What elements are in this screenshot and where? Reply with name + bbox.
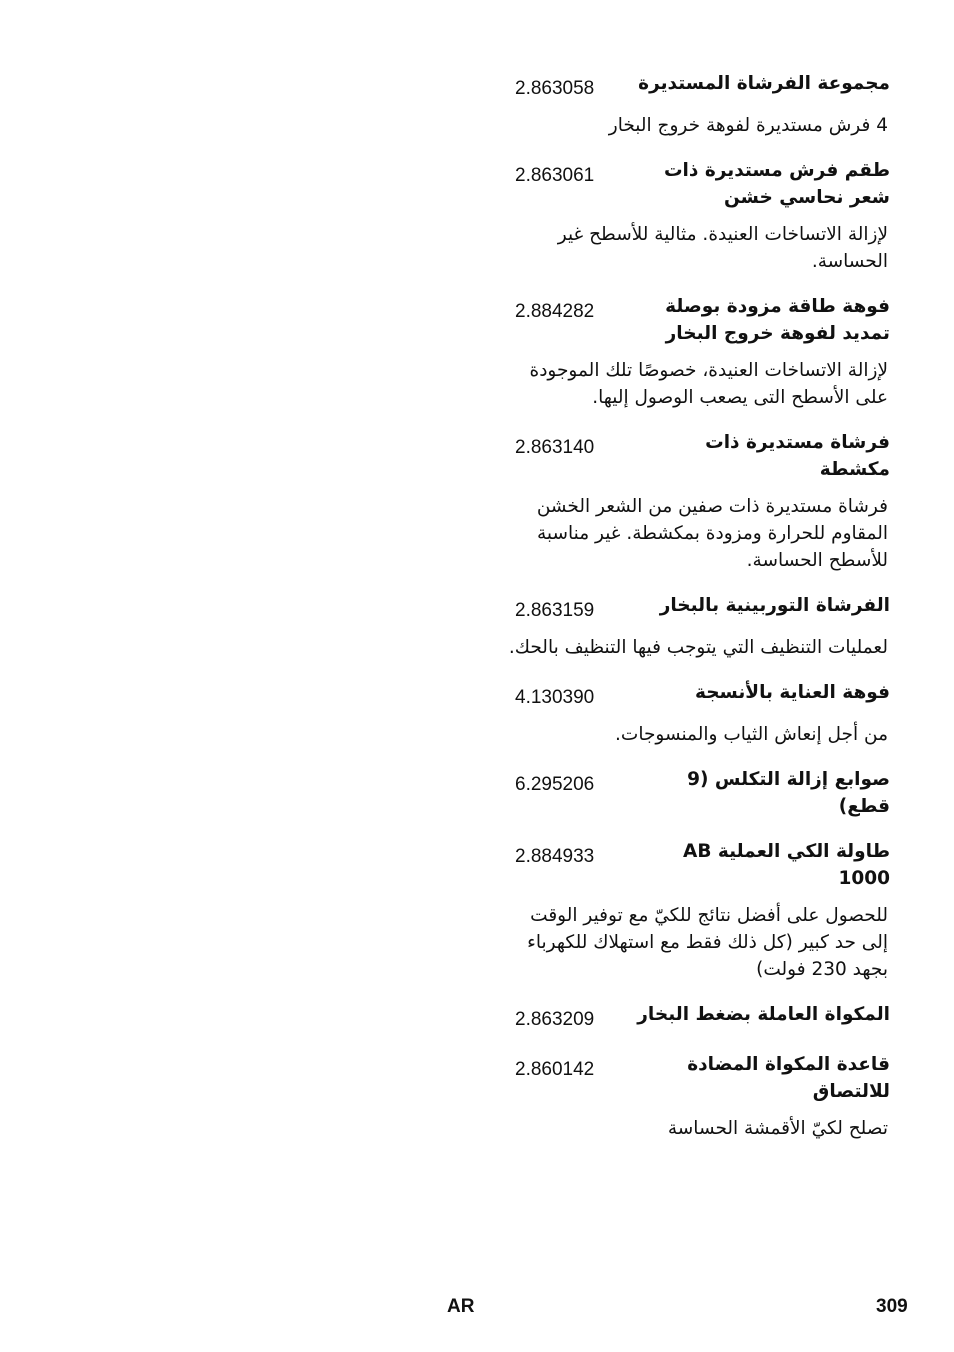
item-title: الفرشاة التوربينية بالبخار bbox=[659, 595, 890, 616]
list-item bbox=[500, 157, 890, 275]
list-item bbox=[500, 766, 890, 820]
footer-language: AR bbox=[447, 1296, 475, 1317]
list-item bbox=[500, 1051, 890, 1142]
list-item bbox=[500, 838, 890, 983]
item-code: 2.863159 bbox=[515, 600, 595, 621]
item-code: 2.860142 bbox=[515, 1059, 595, 1080]
item-code: 2.863061 bbox=[515, 165, 595, 186]
item-title: صوابع إزالة التكلس (9 قطع) bbox=[687, 769, 890, 817]
item-title: المكواة العاملة بضغط البخار bbox=[637, 1004, 890, 1025]
item-title: فرشاة مستديرة ذات مكشطة bbox=[705, 432, 890, 480]
list-item bbox=[500, 679, 890, 748]
item-title: فوهة العناية بالأنسجة bbox=[694, 682, 890, 703]
list-item bbox=[500, 293, 890, 411]
item-description: للحصول على أفضل نتائج للكيّ مع توفير الوقت إلى حد كبير (كل ذلك فقط مع استهلاك للكهرباء بجهد 230 فولت) bbox=[527, 905, 888, 980]
item-code: 2.884282 bbox=[515, 301, 595, 322]
item-title: مجموعة الفرشاة المستديرة bbox=[638, 73, 890, 94]
item-description: 4 فرش مستديرة لفوهة خروج البخار bbox=[608, 115, 888, 136]
list-item bbox=[500, 429, 890, 574]
item-title: قاعدة المكواة المضادة للالتصاق bbox=[687, 1054, 890, 1102]
list-item bbox=[500, 1001, 890, 1033]
item-code: 2.884933 bbox=[515, 846, 595, 867]
item-title: طقم فرش مستديرة ذات شعر نحاسي خشن bbox=[663, 160, 890, 208]
page-number: 309 bbox=[876, 1296, 908, 1317]
item-code: 4.130390 bbox=[515, 687, 595, 708]
list-item bbox=[500, 592, 890, 661]
list-item bbox=[500, 70, 890, 139]
item-code: 2.863058 bbox=[515, 78, 595, 99]
item-description: فرشاة مستديرة ذات صفين من الشعر الخشن المقاوم للحرارة ومزودة بمكشطة. غير مناسبة للأسطح الحساسة. bbox=[536, 496, 888, 571]
item-description: تصلح لكيّ الأقمشة الحساسة bbox=[667, 1118, 888, 1139]
item-code: 2.863140 bbox=[515, 437, 595, 458]
item-description: لعمليات التنظيف التي يتوجب فيها التنظيف بالحك. bbox=[508, 637, 888, 658]
item-description: من أجل إنعاش الثياب والمنسوجات. bbox=[615, 724, 888, 745]
item-code: 2.863209 bbox=[515, 1009, 595, 1030]
item-description: لإزالة الاتساخات العنيدة. مثالية للأسطح غير الحساسة. bbox=[557, 224, 888, 272]
item-description: لإزالة الاتساخات العنيدة، خصوصًا تلك الموجودة على الأسطح التى يصعب الوصول إليها. bbox=[529, 360, 888, 408]
accessory-list bbox=[500, 70, 890, 1160]
item-code: 6.295206 bbox=[515, 774, 595, 795]
item-title: فوهة طاقة مزودة بوصلة تمديد لفوهة خروج البخار bbox=[665, 296, 890, 344]
item-title: طاولة الكي العملية AB 1000 bbox=[683, 841, 890, 889]
